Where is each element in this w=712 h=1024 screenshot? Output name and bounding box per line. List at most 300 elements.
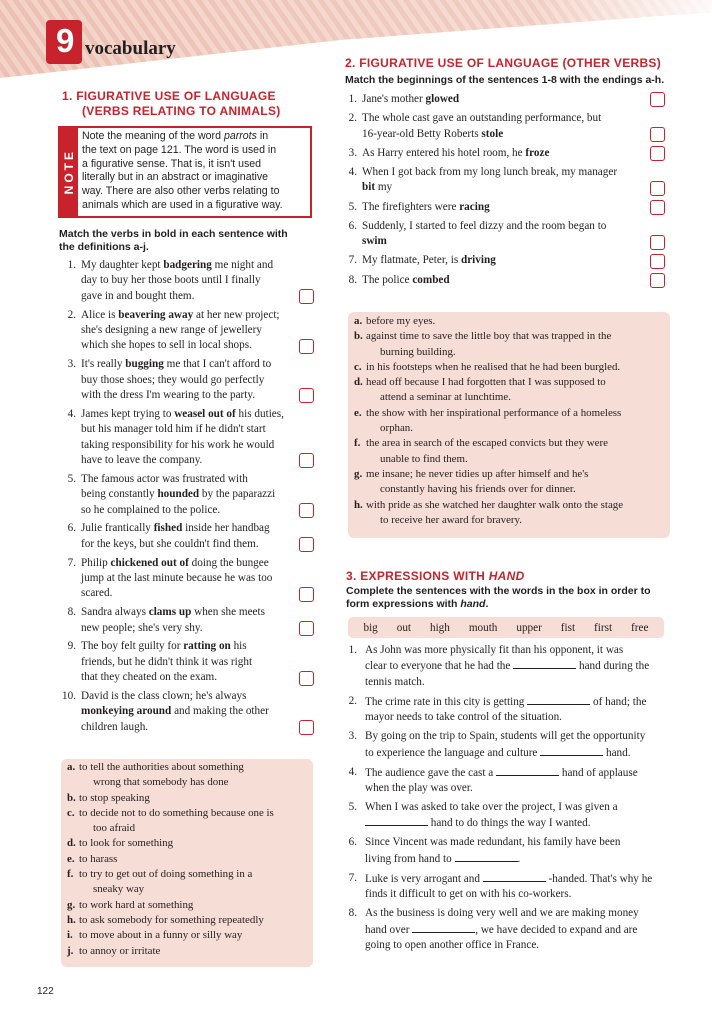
exercise-item bbox=[346, 835, 670, 867]
answer-box[interactable] bbox=[299, 453, 314, 468]
exercise-item bbox=[346, 165, 669, 196]
exercise-item bbox=[346, 200, 669, 215]
section2-endings-box bbox=[348, 312, 670, 538]
section1-items bbox=[60, 258, 322, 739]
item-number: 6. bbox=[348, 219, 357, 232]
definition-item bbox=[67, 791, 307, 806]
text-post: hand. bbox=[603, 746, 631, 759]
text-emph: combed bbox=[412, 273, 450, 286]
text-post: doing the bungee bbox=[188, 556, 269, 569]
text-post: when she meets bbox=[191, 606, 265, 619]
note-tab bbox=[60, 128, 78, 216]
definition-letter: g. bbox=[354, 467, 363, 480]
text-pre: The whole cast gave an outstanding performance, but bbox=[362, 112, 602, 125]
text-pre: When I was asked to take over the project, I was given a bbox=[365, 801, 618, 814]
item-number: 7. bbox=[348, 871, 357, 884]
text-pre: children laugh. bbox=[81, 720, 149, 733]
answer-blank[interactable] bbox=[365, 815, 428, 826]
text-pre: The famous actor was frustrated with bbox=[81, 472, 248, 485]
word-box-item: free bbox=[631, 621, 649, 634]
item-line bbox=[81, 338, 322, 353]
definition-item bbox=[354, 467, 664, 498]
section1-instruction bbox=[59, 228, 288, 254]
item-number: 8. bbox=[348, 273, 357, 286]
definition-text: to stop speaking bbox=[79, 791, 150, 804]
item-line bbox=[81, 586, 322, 601]
text-pre: going to open another office in France. bbox=[365, 939, 540, 952]
text-pre: friends, but he didn't think it was right bbox=[81, 655, 253, 668]
answer-blank[interactable] bbox=[455, 851, 518, 862]
item-line bbox=[81, 704, 322, 719]
item-number: 4. bbox=[348, 765, 357, 778]
exercise-item bbox=[60, 556, 322, 602]
item-text bbox=[346, 835, 670, 867]
item-number: 9. bbox=[67, 640, 76, 653]
item-line bbox=[81, 556, 322, 571]
definition-text: orphan. bbox=[380, 422, 413, 435]
word-box-item: upper bbox=[516, 621, 542, 634]
text-post: at her new project; bbox=[193, 308, 280, 321]
item-text bbox=[60, 605, 322, 636]
item-line bbox=[81, 373, 322, 388]
text-pre: mayor needs to take control of the situation. bbox=[365, 711, 562, 724]
answer-box[interactable] bbox=[650, 254, 665, 269]
exercise-item bbox=[346, 219, 669, 250]
item-line bbox=[362, 273, 669, 288]
text-post: inside her handbag bbox=[182, 522, 270, 535]
answer-box[interactable] bbox=[299, 388, 314, 403]
item-text bbox=[346, 200, 669, 215]
text-pre: scared. bbox=[81, 587, 113, 600]
text-pre: gave in and bought them. bbox=[81, 289, 195, 302]
item-line bbox=[81, 407, 322, 422]
item-line bbox=[81, 670, 322, 685]
definition-letter: d. bbox=[354, 376, 363, 389]
item-text bbox=[60, 357, 322, 403]
answer-box[interactable] bbox=[299, 720, 314, 735]
section3-instruction bbox=[346, 585, 651, 611]
item-text bbox=[346, 111, 669, 142]
text-pre: Sandra always bbox=[81, 606, 149, 619]
definition-text: the show with her inspirational performance of a homeless bbox=[366, 406, 622, 419]
text-pre: Since Vincent was made redundant, his family have been bbox=[365, 836, 621, 849]
definition-text: to annoy or irritate bbox=[79, 944, 161, 957]
item-line bbox=[362, 219, 669, 234]
text-pre: which she hopes to sell in local shops. bbox=[81, 339, 252, 352]
item-number: 4. bbox=[67, 407, 76, 420]
item-line bbox=[362, 234, 669, 249]
item-line bbox=[365, 694, 670, 710]
text-pre: clear to everyone that he had the bbox=[365, 660, 514, 673]
definition-letter: a. bbox=[67, 761, 76, 773]
text-emph: driving bbox=[460, 254, 496, 267]
definition-item bbox=[67, 898, 307, 913]
exercise-item bbox=[346, 146, 669, 161]
item-number: 5. bbox=[348, 801, 357, 814]
section2-instruction: Match the beginnings of the sentences 1-8 with the endings a-h. bbox=[345, 74, 665, 86]
word-box-item: high bbox=[429, 621, 450, 634]
definition-letter: i. bbox=[67, 929, 73, 942]
text-post: hand to do things the way I wanted. bbox=[428, 817, 591, 830]
text-emph: hounded bbox=[157, 488, 200, 501]
text-emph: bugging bbox=[125, 358, 164, 371]
item-text bbox=[346, 92, 669, 107]
definition-item bbox=[67, 913, 307, 928]
note-label: NOTE bbox=[62, 149, 76, 195]
definition-text: to ask somebody for something repeatedly bbox=[79, 913, 264, 926]
item-number: 5. bbox=[67, 472, 76, 485]
item-line bbox=[81, 571, 322, 586]
definition-text: the area in search of the escaped convicts but they were bbox=[366, 437, 608, 450]
text-pre: David is the class clown; he's always bbox=[81, 690, 247, 703]
exercise-item bbox=[346, 694, 670, 726]
definition-item bbox=[354, 329, 664, 360]
text-pre: she's designing a new range of jewellery bbox=[81, 324, 262, 337]
note-line: Note the meaning of the word parrots in bbox=[82, 130, 269, 142]
item-line bbox=[81, 503, 322, 518]
text-post: his bbox=[230, 640, 247, 653]
definition-item bbox=[67, 867, 307, 898]
section2-heading: 2. FIGURATIVE USE OF LANGUAGE (OTHER VERBS) bbox=[345, 56, 662, 70]
text-pre: buy those shoes; they would go perfectly bbox=[81, 373, 265, 386]
item-number: 2. bbox=[67, 308, 76, 321]
item-line bbox=[81, 308, 322, 323]
note-line: a figurative sense. That is, it isn't used bbox=[82, 157, 262, 170]
answer-blank[interactable] bbox=[527, 694, 590, 705]
text-pre: for the keys, but she couldn't find them. bbox=[81, 537, 259, 550]
word-box-item: big bbox=[363, 621, 378, 634]
section1-instruction-line1: Match the verbs in bold in each sentence with bbox=[59, 228, 288, 240]
item-text bbox=[346, 800, 670, 832]
text-pre: Julie frantically bbox=[81, 522, 154, 535]
item-line bbox=[81, 422, 322, 437]
page-number: 122 bbox=[37, 986, 54, 997]
definition-text: to move about in a funny or silly way bbox=[79, 929, 243, 942]
item-line bbox=[365, 675, 670, 690]
section3-instruction-suffix: . bbox=[485, 598, 489, 610]
definition-letter: f. bbox=[354, 437, 361, 450]
exercise-item bbox=[60, 605, 322, 636]
item-line bbox=[365, 765, 670, 781]
text-post: -handed. That's why he bbox=[545, 872, 653, 885]
exercise-item bbox=[346, 92, 669, 107]
item-number: 7. bbox=[348, 254, 357, 267]
text-emph: stole bbox=[481, 127, 504, 140]
word-box-item: first bbox=[594, 621, 613, 634]
exercise-item bbox=[60, 472, 322, 518]
exercise-item bbox=[346, 765, 670, 797]
text-pre: Suddenly, I started to feel dizzy and the room began to bbox=[362, 219, 607, 232]
item-text bbox=[60, 689, 322, 735]
item-line bbox=[81, 720, 322, 735]
item-line bbox=[365, 922, 670, 938]
text-post: of hand; the bbox=[590, 695, 647, 708]
item-line bbox=[365, 906, 670, 921]
item-text bbox=[60, 407, 322, 469]
item-line bbox=[362, 180, 669, 195]
item-line bbox=[365, 887, 670, 902]
item-line bbox=[362, 127, 669, 142]
section3-instruction-prefix: form expressions with bbox=[346, 598, 461, 610]
definition-letter: b. bbox=[354, 330, 363, 343]
note-line: the text on page 121. The word is used in bbox=[82, 143, 277, 156]
definition-text: to decide not to do something because one is bbox=[79, 806, 274, 819]
definition-text: burning building. bbox=[380, 345, 456, 358]
text-post: me that I can't afford to bbox=[163, 358, 272, 371]
section3-items bbox=[346, 643, 670, 957]
text-post: . bbox=[517, 852, 521, 865]
text-pre: The police bbox=[362, 273, 413, 286]
word-box-item: out bbox=[396, 621, 412, 634]
text-pre: The audience gave the cast a bbox=[365, 766, 497, 779]
item-line bbox=[362, 146, 669, 161]
answer-blank[interactable] bbox=[412, 922, 475, 933]
answer-box[interactable] bbox=[650, 181, 665, 196]
item-line bbox=[81, 289, 322, 304]
unit-title: vocabulary bbox=[85, 38, 176, 59]
item-number: 5. bbox=[348, 200, 357, 213]
text-pre: As the business is doing very well and we are making money bbox=[365, 907, 639, 920]
section3-heading-prefix: 3. EXPRESSIONS WITH bbox=[346, 569, 489, 583]
definition-text: unable to find them. bbox=[380, 452, 468, 465]
answer-box[interactable] bbox=[650, 200, 665, 215]
text-pre: Philip bbox=[81, 556, 111, 569]
section3-instruction-line1: Complete the sentences with the words in the box in order to bbox=[346, 585, 651, 597]
item-line bbox=[362, 200, 669, 215]
text-pre: taking responsibility for his work he would bbox=[81, 438, 275, 451]
text-pre: with the dress I'm wearing to the party. bbox=[81, 389, 256, 402]
definition-letter: d. bbox=[67, 837, 76, 850]
word-box-item: mouth bbox=[468, 621, 498, 634]
answer-box[interactable] bbox=[299, 587, 314, 602]
item-line bbox=[365, 658, 670, 674]
note-line: literally but in an abstract or imaginative bbox=[82, 171, 269, 184]
definition-item bbox=[354, 436, 664, 467]
text-post: hand of applause bbox=[559, 766, 638, 779]
answer-box[interactable] bbox=[299, 289, 314, 304]
definition-item bbox=[67, 852, 307, 867]
text-pre: My flatmate, Peter, is bbox=[362, 254, 461, 267]
answer-box[interactable] bbox=[650, 235, 665, 250]
exercise-item bbox=[346, 800, 670, 832]
item-text bbox=[60, 472, 322, 518]
answer-box[interactable] bbox=[650, 273, 665, 288]
item-number: 1. bbox=[348, 644, 357, 656]
text-pre: As John was more physically fit than his opponent, it was bbox=[365, 644, 624, 656]
text-pre: The boy felt guilty for bbox=[81, 640, 184, 653]
text-emph: clams up bbox=[148, 606, 192, 619]
text-pre: day to buy her those boots until I finally bbox=[81, 274, 261, 287]
text-pre: The crime rate in this city is getting bbox=[365, 695, 528, 708]
item-line bbox=[365, 643, 670, 658]
text-post: and making the other bbox=[171, 705, 269, 718]
text-emph: ratting on bbox=[183, 640, 231, 653]
text-pre: James kept trying to bbox=[81, 407, 175, 420]
section2-items bbox=[346, 92, 669, 292]
item-text bbox=[346, 729, 670, 761]
item-text bbox=[346, 253, 669, 268]
definition-text: with pride as she watched her daughter walk onto the stage bbox=[366, 498, 624, 511]
item-text bbox=[346, 146, 669, 161]
answer-box[interactable] bbox=[299, 671, 314, 686]
item-number: 4. bbox=[348, 166, 357, 179]
exercise-item bbox=[346, 111, 669, 142]
item-text bbox=[346, 273, 669, 288]
text-emph: swim bbox=[362, 235, 387, 248]
text-pre: but his manager told him if he didn't start bbox=[81, 423, 266, 436]
definition-letter: g. bbox=[67, 898, 76, 911]
definition-item bbox=[67, 760, 307, 791]
word-box-item: fist bbox=[560, 621, 576, 634]
text-pre: tennis match. bbox=[365, 675, 425, 688]
text-pre: It's really bbox=[81, 358, 126, 371]
exercise-item bbox=[346, 729, 670, 761]
definition-item bbox=[354, 360, 664, 375]
item-line bbox=[365, 835, 670, 850]
text-emph: racing bbox=[459, 200, 490, 213]
definition-item bbox=[354, 498, 664, 529]
definition-text: to look for something bbox=[79, 837, 174, 850]
text-emph: chickened out of bbox=[110, 556, 189, 569]
item-number: 8. bbox=[67, 606, 76, 619]
text-pre: that they cheated on the exam. bbox=[81, 671, 218, 684]
definition-letter: e. bbox=[67, 852, 75, 865]
item-line bbox=[365, 729, 670, 744]
definition-item bbox=[67, 836, 307, 851]
item-text bbox=[346, 694, 670, 726]
item-number: 8. bbox=[348, 907, 357, 920]
item-line bbox=[362, 253, 669, 268]
text-emph: froze bbox=[525, 146, 550, 159]
item-line bbox=[362, 165, 669, 180]
answer-blank[interactable] bbox=[540, 745, 603, 756]
text-emph: monkeying around bbox=[81, 705, 172, 718]
definition-text: head off because I had forgotten that I was supposed to bbox=[366, 376, 606, 389]
definition-item bbox=[67, 944, 307, 959]
definition-text: before my eyes. bbox=[366, 315, 436, 327]
answer-box[interactable] bbox=[299, 339, 314, 354]
exercise-item bbox=[60, 521, 322, 552]
text-pre: so he complained to the police. bbox=[81, 503, 221, 516]
text-pre: By going on the trip to Spain, students will get the opportunity bbox=[365, 730, 646, 743]
item-text bbox=[346, 219, 669, 250]
exercise-item bbox=[346, 643, 670, 690]
answer-blank[interactable] bbox=[496, 765, 559, 776]
section1-definitions-box bbox=[61, 759, 313, 967]
answer-box[interactable] bbox=[650, 92, 665, 107]
answer-box[interactable] bbox=[299, 621, 314, 636]
item-line bbox=[81, 273, 322, 288]
exercise-item bbox=[60, 308, 322, 354]
item-line bbox=[81, 438, 322, 453]
exercise-item bbox=[60, 407, 322, 469]
item-line bbox=[81, 537, 322, 552]
item-line bbox=[81, 639, 322, 654]
answer-box[interactable] bbox=[299, 503, 314, 518]
definition-text: sneaky way bbox=[93, 883, 145, 896]
text-pre: Luke is very arrogant and bbox=[365, 872, 483, 885]
item-number: 1. bbox=[348, 93, 357, 105]
text-post: me night and bbox=[211, 259, 274, 271]
definition-item bbox=[67, 928, 307, 943]
item-line bbox=[365, 851, 670, 867]
exercise-item bbox=[60, 689, 322, 735]
item-line bbox=[81, 453, 322, 468]
section1-heading-line2: (VERBS RELATING TO ANIMALS) bbox=[82, 104, 281, 118]
note-line: animals which are used in a figurative way. bbox=[82, 198, 283, 211]
exercise-item bbox=[346, 253, 669, 268]
item-line bbox=[365, 710, 670, 725]
definition-letter: e. bbox=[354, 406, 362, 419]
text-post: by the paparazzi bbox=[199, 488, 276, 501]
exercise-item bbox=[346, 906, 670, 953]
item-line bbox=[365, 871, 670, 887]
item-number: 7. bbox=[67, 556, 76, 569]
definition-letter: f. bbox=[67, 868, 74, 881]
item-text bbox=[60, 258, 322, 304]
text-pre: living from hand to bbox=[365, 852, 455, 865]
word-box bbox=[348, 617, 664, 638]
definition-text: wrong that somebody has done bbox=[93, 776, 229, 789]
item-text bbox=[60, 639, 322, 685]
section1-heading-line1: 1. FIGURATIVE USE OF LANGUAGE bbox=[62, 89, 276, 103]
item-line bbox=[81, 323, 322, 338]
text-post: my bbox=[375, 181, 393, 194]
item-text bbox=[346, 165, 669, 196]
text-pre: when the play was over. bbox=[365, 782, 473, 795]
answer-blank[interactable] bbox=[483, 871, 546, 882]
definition-item bbox=[354, 375, 664, 406]
definition-text: against time to save the little boy that was trapped in the bbox=[366, 330, 612, 343]
item-number: 3. bbox=[348, 730, 357, 743]
item-line bbox=[81, 521, 322, 536]
item-line bbox=[81, 655, 322, 670]
exercise-item bbox=[346, 871, 670, 903]
definition-text: to tell the authorities about something bbox=[79, 761, 244, 773]
item-line bbox=[81, 258, 322, 273]
definition-letter: b. bbox=[67, 791, 76, 804]
exercise-item bbox=[346, 273, 669, 288]
text-pre: Alice is bbox=[81, 308, 119, 321]
answer-box[interactable] bbox=[299, 537, 314, 552]
item-line bbox=[365, 800, 670, 815]
item-text bbox=[60, 521, 322, 552]
answer-box[interactable] bbox=[650, 127, 665, 142]
text-pre: jump at the last minute because he was too bbox=[81, 572, 273, 585]
section3-heading bbox=[346, 569, 525, 584]
section3-instruction-line2 bbox=[346, 598, 651, 611]
item-number: 3. bbox=[67, 358, 76, 371]
item-line bbox=[81, 621, 322, 636]
exercise-item bbox=[60, 357, 322, 403]
item-line bbox=[365, 781, 670, 796]
item-line bbox=[365, 745, 670, 761]
item-number: 2. bbox=[348, 112, 357, 125]
definition-text: me insane; he never tidies up after himself and he's bbox=[366, 467, 589, 480]
definition-letter: h. bbox=[67, 913, 76, 926]
section1-instruction-line2: the definitions a-j. bbox=[59, 241, 149, 253]
item-line bbox=[365, 938, 670, 953]
item-text bbox=[60, 308, 322, 354]
text-pre: As Harry entered his hotel room, he bbox=[362, 146, 526, 159]
answer-blank[interactable] bbox=[513, 658, 576, 669]
item-line bbox=[81, 487, 322, 502]
text-post: his duties, bbox=[235, 407, 284, 420]
text-pre: My daughter kept bbox=[81, 259, 164, 271]
item-line bbox=[365, 815, 670, 831]
answer-box[interactable] bbox=[650, 146, 665, 161]
definition-text: to try to get out of doing something in a bbox=[79, 868, 253, 881]
